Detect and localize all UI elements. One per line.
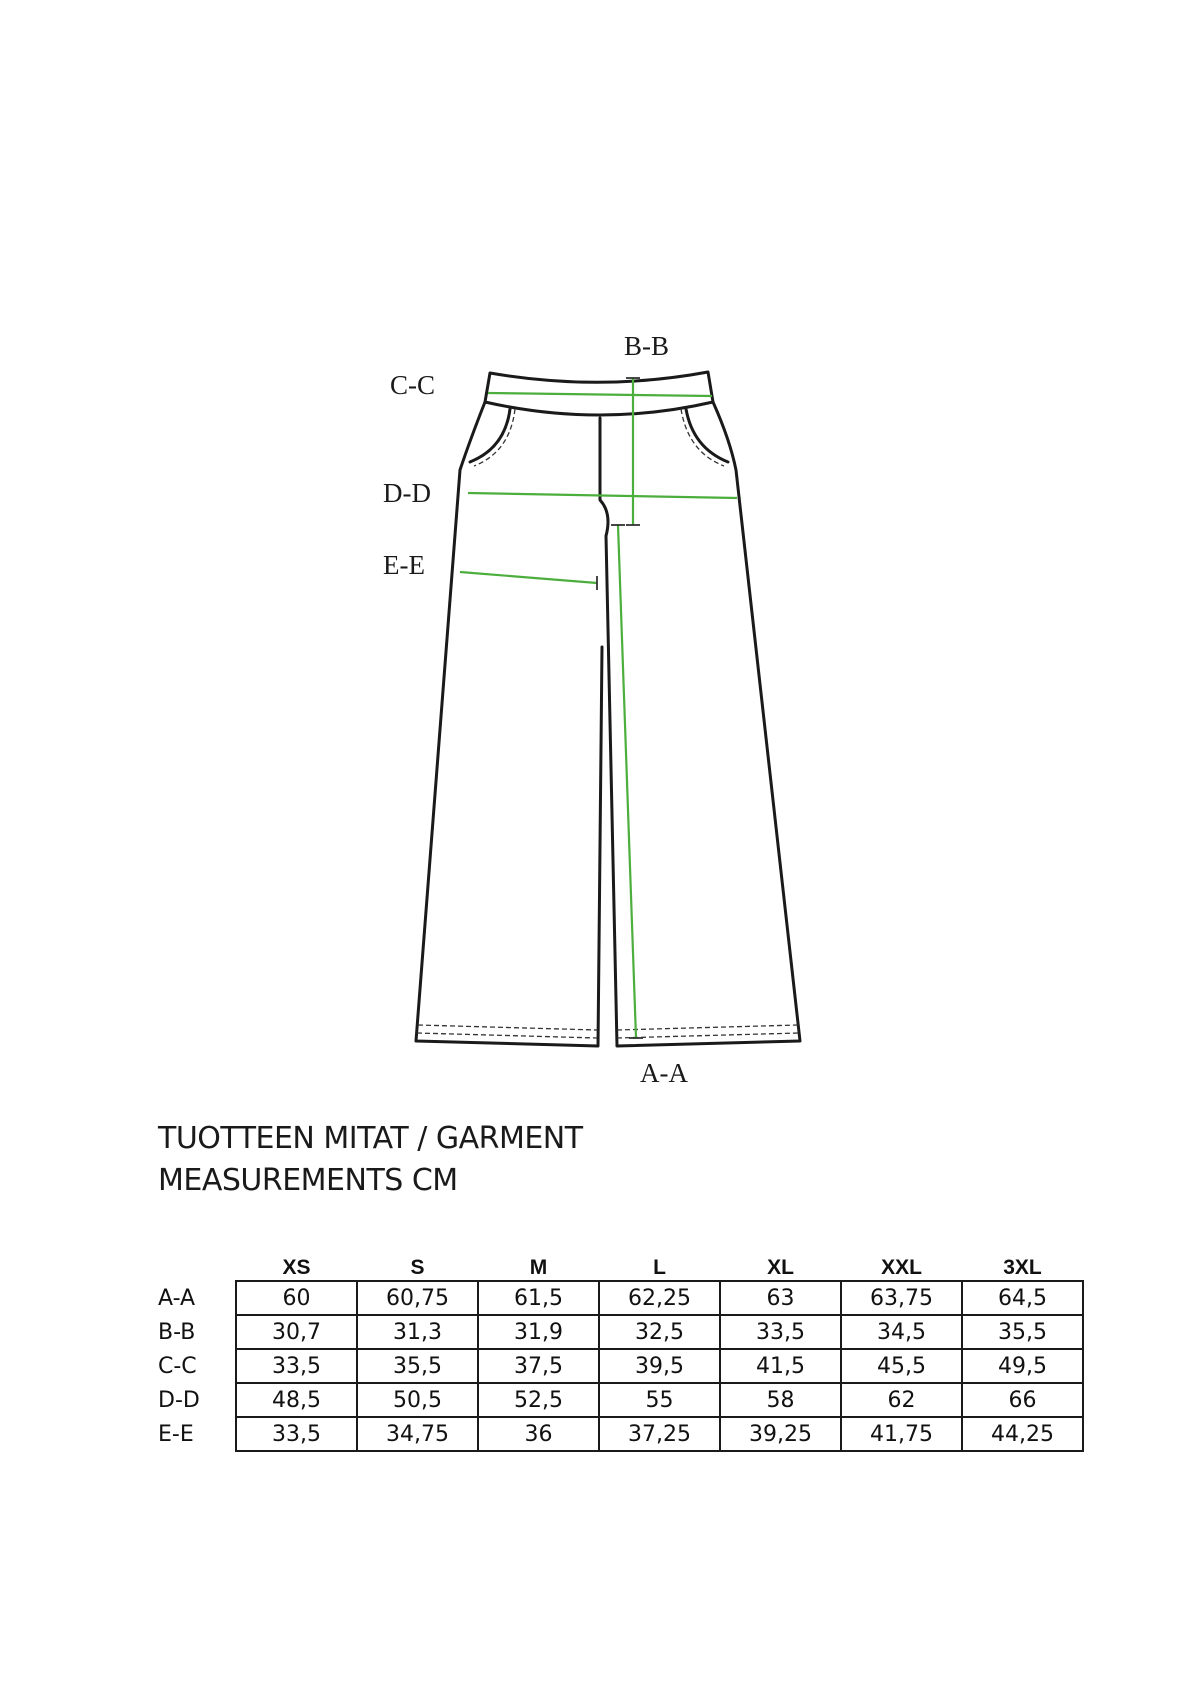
table-cell: 39,25 [720, 1417, 841, 1451]
table-cell: 36 [478, 1417, 599, 1451]
row-label: E-E [158, 1421, 194, 1447]
row-label: A-A [158, 1285, 196, 1311]
table-row [150, 1315, 1083, 1349]
row-label: B-B [158, 1319, 196, 1345]
size-table-container [150, 1250, 1084, 1452]
size-header: L [653, 1256, 666, 1279]
table-cell: 62,25 [599, 1281, 720, 1315]
title-line-1: TUOTTEEN MITAT / GARMENT [158, 1121, 583, 1156]
label-b-b: B-B [624, 331, 670, 361]
table-row [150, 1281, 1083, 1315]
left-leg [416, 402, 602, 1046]
table-cell: 35,5 [962, 1315, 1083, 1349]
table-cell: 33,5 [236, 1417, 357, 1451]
table-cell: 33,5 [720, 1315, 841, 1349]
right-hem-stitch [617, 1025, 799, 1038]
table-cell: 48,5 [236, 1383, 357, 1417]
left-pocket [470, 409, 510, 462]
table-cell: 30,7 [236, 1315, 357, 1349]
table-cell: 32,5 [599, 1315, 720, 1349]
size-header: XS [282, 1256, 311, 1279]
size-table [150, 1250, 1084, 1452]
right-leg [606, 402, 800, 1046]
table-cell: 50,5 [357, 1383, 478, 1417]
measure-line-c [488, 393, 712, 396]
pants-outline [416, 372, 800, 1046]
table-cell: 37,25 [599, 1417, 720, 1451]
size-header: XXL [881, 1256, 922, 1279]
table-cell: 60 [236, 1281, 357, 1315]
size-header: S [410, 1256, 425, 1279]
left-hem-stitch [417, 1025, 597, 1038]
table-cell: 58 [720, 1383, 841, 1417]
measure-line-d [468, 493, 737, 498]
measurements-title [158, 1118, 583, 1202]
table-row [150, 1383, 1083, 1417]
row-label: D-D [158, 1387, 200, 1413]
label-c-c: C-C [390, 370, 436, 400]
size-header-row [150, 1250, 1083, 1281]
table-cell: 45,5 [841, 1349, 962, 1383]
row-label: C-C [158, 1353, 197, 1379]
table-cell: 34,75 [357, 1417, 478, 1451]
table-cell: 63,75 [841, 1281, 962, 1315]
table-cell: 33,5 [236, 1349, 357, 1383]
table-row [150, 1349, 1083, 1383]
label-e-e: E-E [383, 550, 425, 580]
table-cell: 37,5 [478, 1349, 599, 1383]
table-cell: 34,5 [841, 1315, 962, 1349]
table-cell: 52,5 [478, 1383, 599, 1417]
table-cell: 41,5 [720, 1349, 841, 1383]
table-cell: 49,5 [962, 1349, 1083, 1383]
title-line-2: MEASUREMENTS CM [158, 1163, 458, 1198]
table-cell: 31,3 [357, 1315, 478, 1349]
measure-line-a [618, 525, 636, 1038]
label-d-d: D-D [383, 478, 431, 508]
table-cell: 41,75 [841, 1417, 962, 1451]
size-header: 3XL [1003, 1256, 1042, 1279]
table-cell: 61,5 [478, 1281, 599, 1315]
table-cell: 63 [720, 1281, 841, 1315]
table-corner [150, 1250, 236, 1281]
label-a-a: A-A [640, 1058, 688, 1088]
table-cell: 31,9 [478, 1315, 599, 1349]
measure-line-e [460, 572, 597, 583]
table-cell: 44,25 [962, 1417, 1083, 1451]
fly-seam [600, 418, 608, 536]
size-header: XL [767, 1256, 794, 1279]
table-cell: 64,5 [962, 1281, 1083, 1315]
table-cell: 35,5 [357, 1349, 478, 1383]
table-cell: 55 [599, 1383, 720, 1417]
table-cell: 60,75 [357, 1281, 478, 1315]
right-pocket [686, 409, 728, 462]
size-header: M [529, 1256, 548, 1279]
table-cell: 62 [841, 1383, 962, 1417]
table-row [150, 1417, 1083, 1451]
table-cell: 39,5 [599, 1349, 720, 1383]
table-cell: 66 [962, 1383, 1083, 1417]
